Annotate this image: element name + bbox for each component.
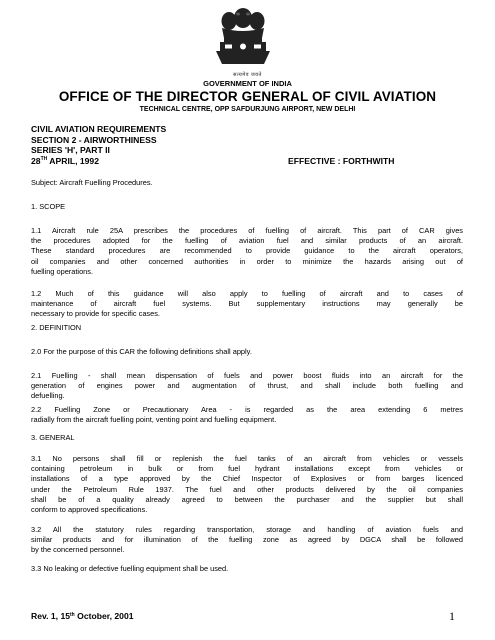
- revision-prefix: Rev. 1, 15: [31, 611, 71, 621]
- paragraph-2-0: 2.0 For the purpose of this CAR the following definitions shall apply.: [31, 347, 252, 356]
- paragraph-line: oil companies and other concerned authorities in order to minimize the hazards arising out of: [31, 256, 463, 266]
- paragraph-line: necessary to provide for specific cases.: [31, 309, 160, 319]
- office-title: OFFICE OF THE DIRECTOR GENERAL OF CIVIL AVIATION: [58, 89, 437, 104]
- paragraph-line: radially from the aircraft fuelling point, venting point and fuelling equipment.: [31, 415, 277, 425]
- paragraph-line: defuelling.: [31, 391, 65, 401]
- paragraph-2-1: [31, 371, 463, 402]
- subject-line: Subject: Aircraft Fuelling Procedures.: [31, 178, 153, 187]
- paragraph-line: maintenance of aircraft fuel systems. But supplementary instructions may generally be: [31, 299, 463, 309]
- car-date-rest: APRIL, 1992: [47, 155, 99, 166]
- emblem-motto: सत्यमेव जयते: [233, 72, 262, 78]
- general-heading: 3. GENERAL: [31, 433, 75, 442]
- paragraph-line: 1.2 Much of this guidance will also apply to fuelling of aircraft and to cases of: [31, 289, 463, 298]
- government-label: GOVERNMENT OF INDIA: [203, 79, 292, 88]
- revision-footer: [31, 611, 134, 621]
- car-series: SERIES 'H', PART II: [31, 145, 110, 155]
- paragraph-1-2: [31, 289, 463, 320]
- national-emblem-icon: [200, 4, 286, 74]
- paragraph-line: These standard procedures are recommended to provide guidance to the aircraft operators,: [31, 246, 463, 256]
- paragraph-line: fuelling operations.: [31, 266, 94, 276]
- car-date: [31, 156, 99, 168]
- car-date-day: 28: [31, 155, 41, 166]
- paragraph-2-2: [31, 405, 463, 425]
- car-date-suffix: TH: [40, 156, 48, 162]
- paragraph-line: the procedures adopted for the fuelling of aviation fuel and similar products of an aircraft.: [31, 236, 463, 246]
- paragraph-line: shall be of a quality already agreed to between the purchaser and the supplier but shall: [31, 494, 463, 504]
- paragraph-line: 2.2 Fuelling Zone or Precautionary Area - is regarded as the area extending 6 metres: [31, 405, 463, 414]
- paragraph-line: 3.1 No persons shall fill or replenish the fuel tanks of an aircraft from vehicles or vessels: [31, 454, 463, 463]
- paragraph-3-3: 3.3 No leaking or defective fuelling equipment shall be used.: [31, 564, 229, 573]
- paragraph-line: 3.2 All the statutory rules regarding transportation, storage and handling of aviation fuels and: [31, 525, 463, 534]
- paragraph-line: similar products and for illumination of the fuelling zone as agreed by DGCA shall be followed: [31, 535, 463, 545]
- page-number: 1: [449, 609, 455, 623]
- paragraph-3-2: [31, 525, 463, 556]
- paragraph-line: conform to approved specifications.: [31, 505, 148, 515]
- effective-label: EFFECTIVE : FORTHWITH: [288, 155, 395, 166]
- paragraph-line: containing petroleum in bulk or from fuel hydrant installations except from vehicles or: [31, 464, 463, 474]
- car-title: CIVIL AVIATION REQUIREMENTS: [31, 124, 167, 134]
- paragraph-line: by the concerned personnel.: [31, 545, 125, 555]
- paragraph-line: generation of engines power and augmentation of thrust, and shall include both fuelling and: [31, 381, 463, 391]
- revision-suffix: th: [70, 611, 75, 618]
- centre-address: TECHNICAL CENTRE, OPP SAFDURJUNG AIRPORT, NEW DELHI: [139, 106, 356, 113]
- paragraph-line: under the Petroleum Rule 1937. The fuel and other products delivered by the oil companies: [31, 484, 463, 494]
- paragraph-line: installations of a type approved by the Chief Inspector of Explosives or from barges licenced: [31, 474, 463, 484]
- paragraph-3-1: [31, 454, 463, 515]
- car-section: SECTION 2 - AIRWORTHINESS: [31, 134, 157, 145]
- scope-heading: 1. SCOPE: [31, 202, 66, 211]
- paragraph-1-1: [31, 226, 463, 277]
- paragraph-line: 2.1 Fuelling - shall mean dispensation of fuels and power boost fluids into an aircraft for the: [31, 371, 463, 380]
- revision-rest: October, 2001: [74, 611, 134, 621]
- paragraph-line: 1.1 Aircraft rule 25A prescribes the procedures of fuelling of aircraft. This part of CAR gives: [31, 226, 463, 235]
- definition-heading: 2. DEFINITION: [31, 323, 82, 332]
